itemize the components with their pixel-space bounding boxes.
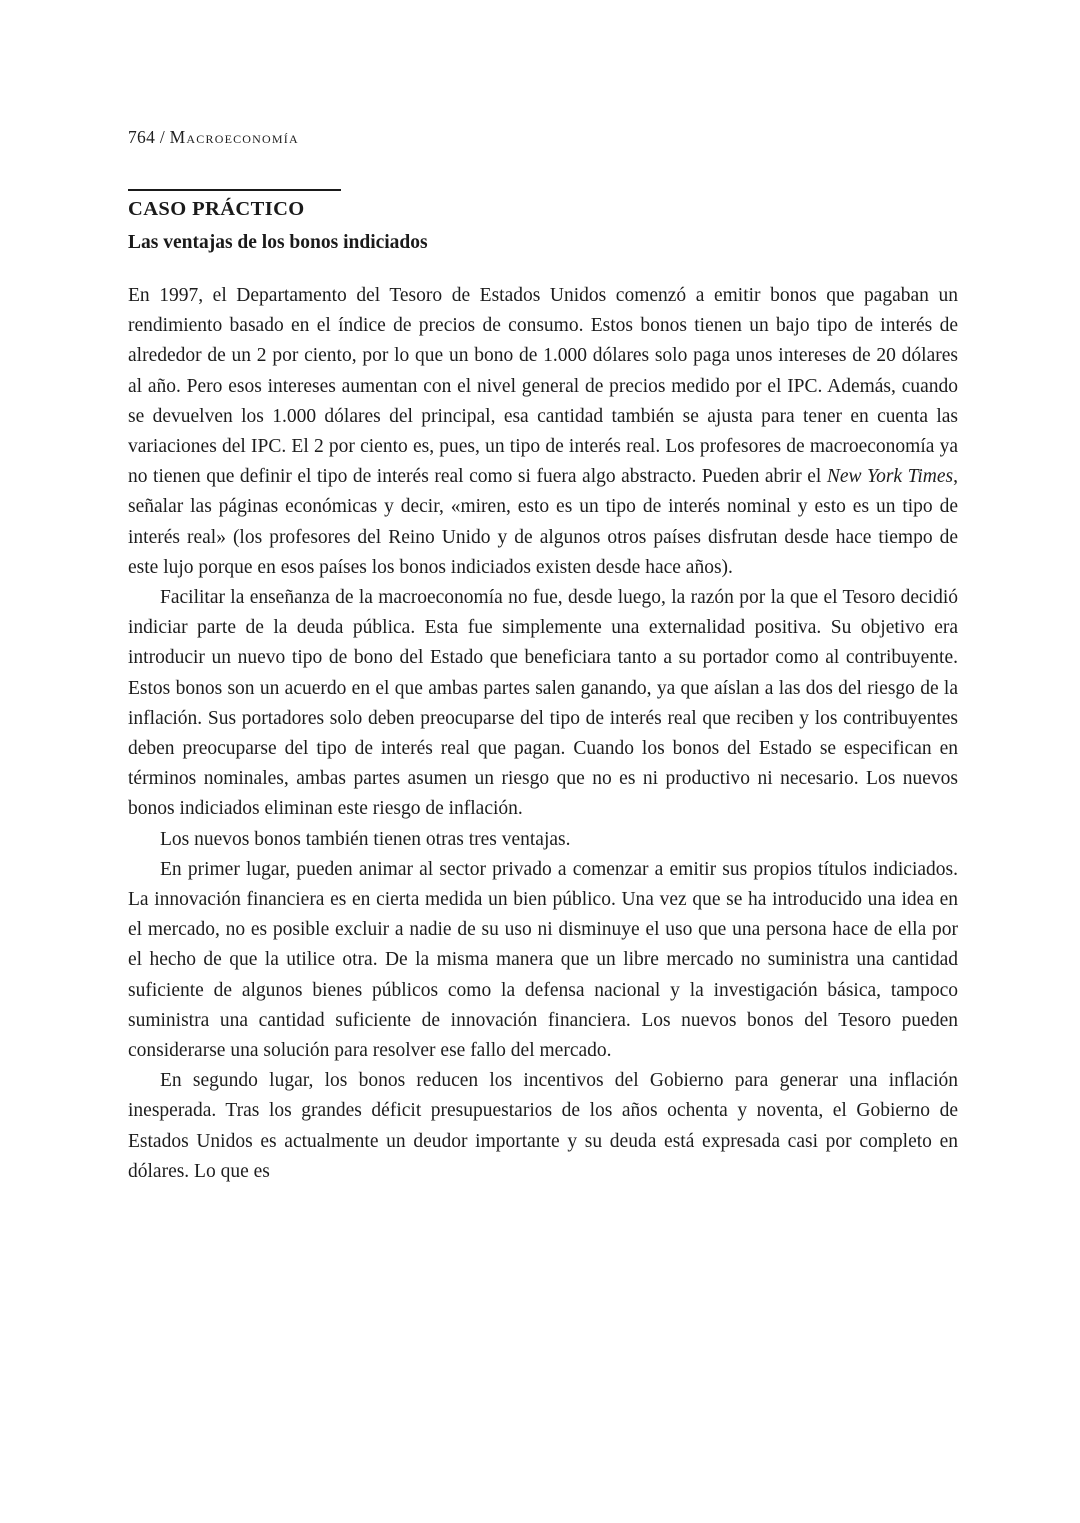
paragraph-1-text-pre: En 1997, el Departamento del Tesoro de Estados Unidos comenzó a emitir bonos que pagaban un rendimiento basado en el índice de precios de consumo. Estos bonos tienen un bajo tipo de interés de alrededor de un 2 por ciento, por lo que un bono de 1.000 dólares solo paga unos intereses de 20 dólares al año. Pero esos intereses aumentan con el nivel general de precios medido por el IPC. Además, cuando se devuelven los 1.000 dólares del principal, esa cantidad también se ajusta para tener en cuenta las variaciones del IPC. El 2 por ciento es, pues, un tipo de interés real. Los profesores de macroeconomía ya no tienen que definir el tipo de interés real como si fuera algo abstracto. Pueden abrir el [128, 285, 958, 488]
case-study-title: Las ventajas de los bonos indiciados [128, 232, 428, 253]
paragraph-1 [128, 281, 958, 583]
page-content [128, 127, 958, 1187]
section-kicker-wrap [128, 189, 958, 221]
book-title: Macroeconomía [169, 127, 299, 147]
case-study-section [128, 189, 958, 1187]
paragraph-1-text-post: , señalar las páginas económicas y decir, «miren, esto es un tipo de interés nominal y esto es un tipo de interés real» (los profesores del Reino Unido y de algunos otros países disfrutan desde hace tiempo de este lujo porque en esos países los bonos indiciados existen desde hace años). [128, 466, 958, 578]
paragraph-4: En primer lugar, pueden animar al sector privado a comenzar a emitir sus propios títulos indiciados. La innovación financiera es en cierta medida un bien público. Una vez que se ha introducido una idea en el mercado, no es posible excluir a nadie de su uso ni disminuye el uso que una persona hace de ella por el hecho de que la utilice otra. De la misma manera que un libre mercado no suministra una cantidad suficiente de algunos bienes públicos como la defensa nacional y la investigación básica, tampoco suministra una cantidad suficiente de innovación financiera. Los nuevos bonos del Tesoro pueden considerarse una solución para resolver ese fallo del mercado. [128, 858, 958, 1062]
newspaper-title-italic: New York Times [826, 466, 954, 488]
running-header [128, 127, 958, 148]
header-separator: / [155, 127, 170, 147]
page-number: 764 [128, 127, 156, 147]
paragraph-2: Facilitar la enseñanza de la macroeconomía no fue, desde luego, la razón por la que el Tesoro decidió indiciar parte de la deuda pública. Esta fue simplemente una externalidad positiva. Su objetivo era introducir un nuevo tipo de bono del Estado que beneficiara tanto a su portador como al contribuyente. Estos bonos son un acuerdo en el que ambas partes salen ganando, ya que aíslan a las dos del riesgo de la inflación. Sus portadores solo deben preocuparse del tipo de interés real que reciben y los contribuyentes deben preocuparse del tipo de interés real que pagan. Cuando los bonos del Estado se especifican en términos nominales, ambas partes asumen un riesgo que no es ni productivo ni necesario. Los nuevos bonos indiciados eliminan este riesgo de inflación. [128, 587, 958, 820]
paragraph-3: Los nuevos bonos también tienen otras tres ventajas. [160, 828, 571, 850]
paragraph-5: En segundo lugar, los bonos reducen los incentivos del Gobierno para generar una inflación inesperada. Tras los grandes déficit presupuestarios de los años ochenta y noventa, el Gobierno de Estados Unidos es actualmente un deudor importante y su deuda está expresada casi por completo en dólares. Lo que es [128, 1070, 958, 1182]
section-kicker: CASO PRÁCTICO [128, 189, 341, 221]
body-text [128, 281, 958, 1187]
